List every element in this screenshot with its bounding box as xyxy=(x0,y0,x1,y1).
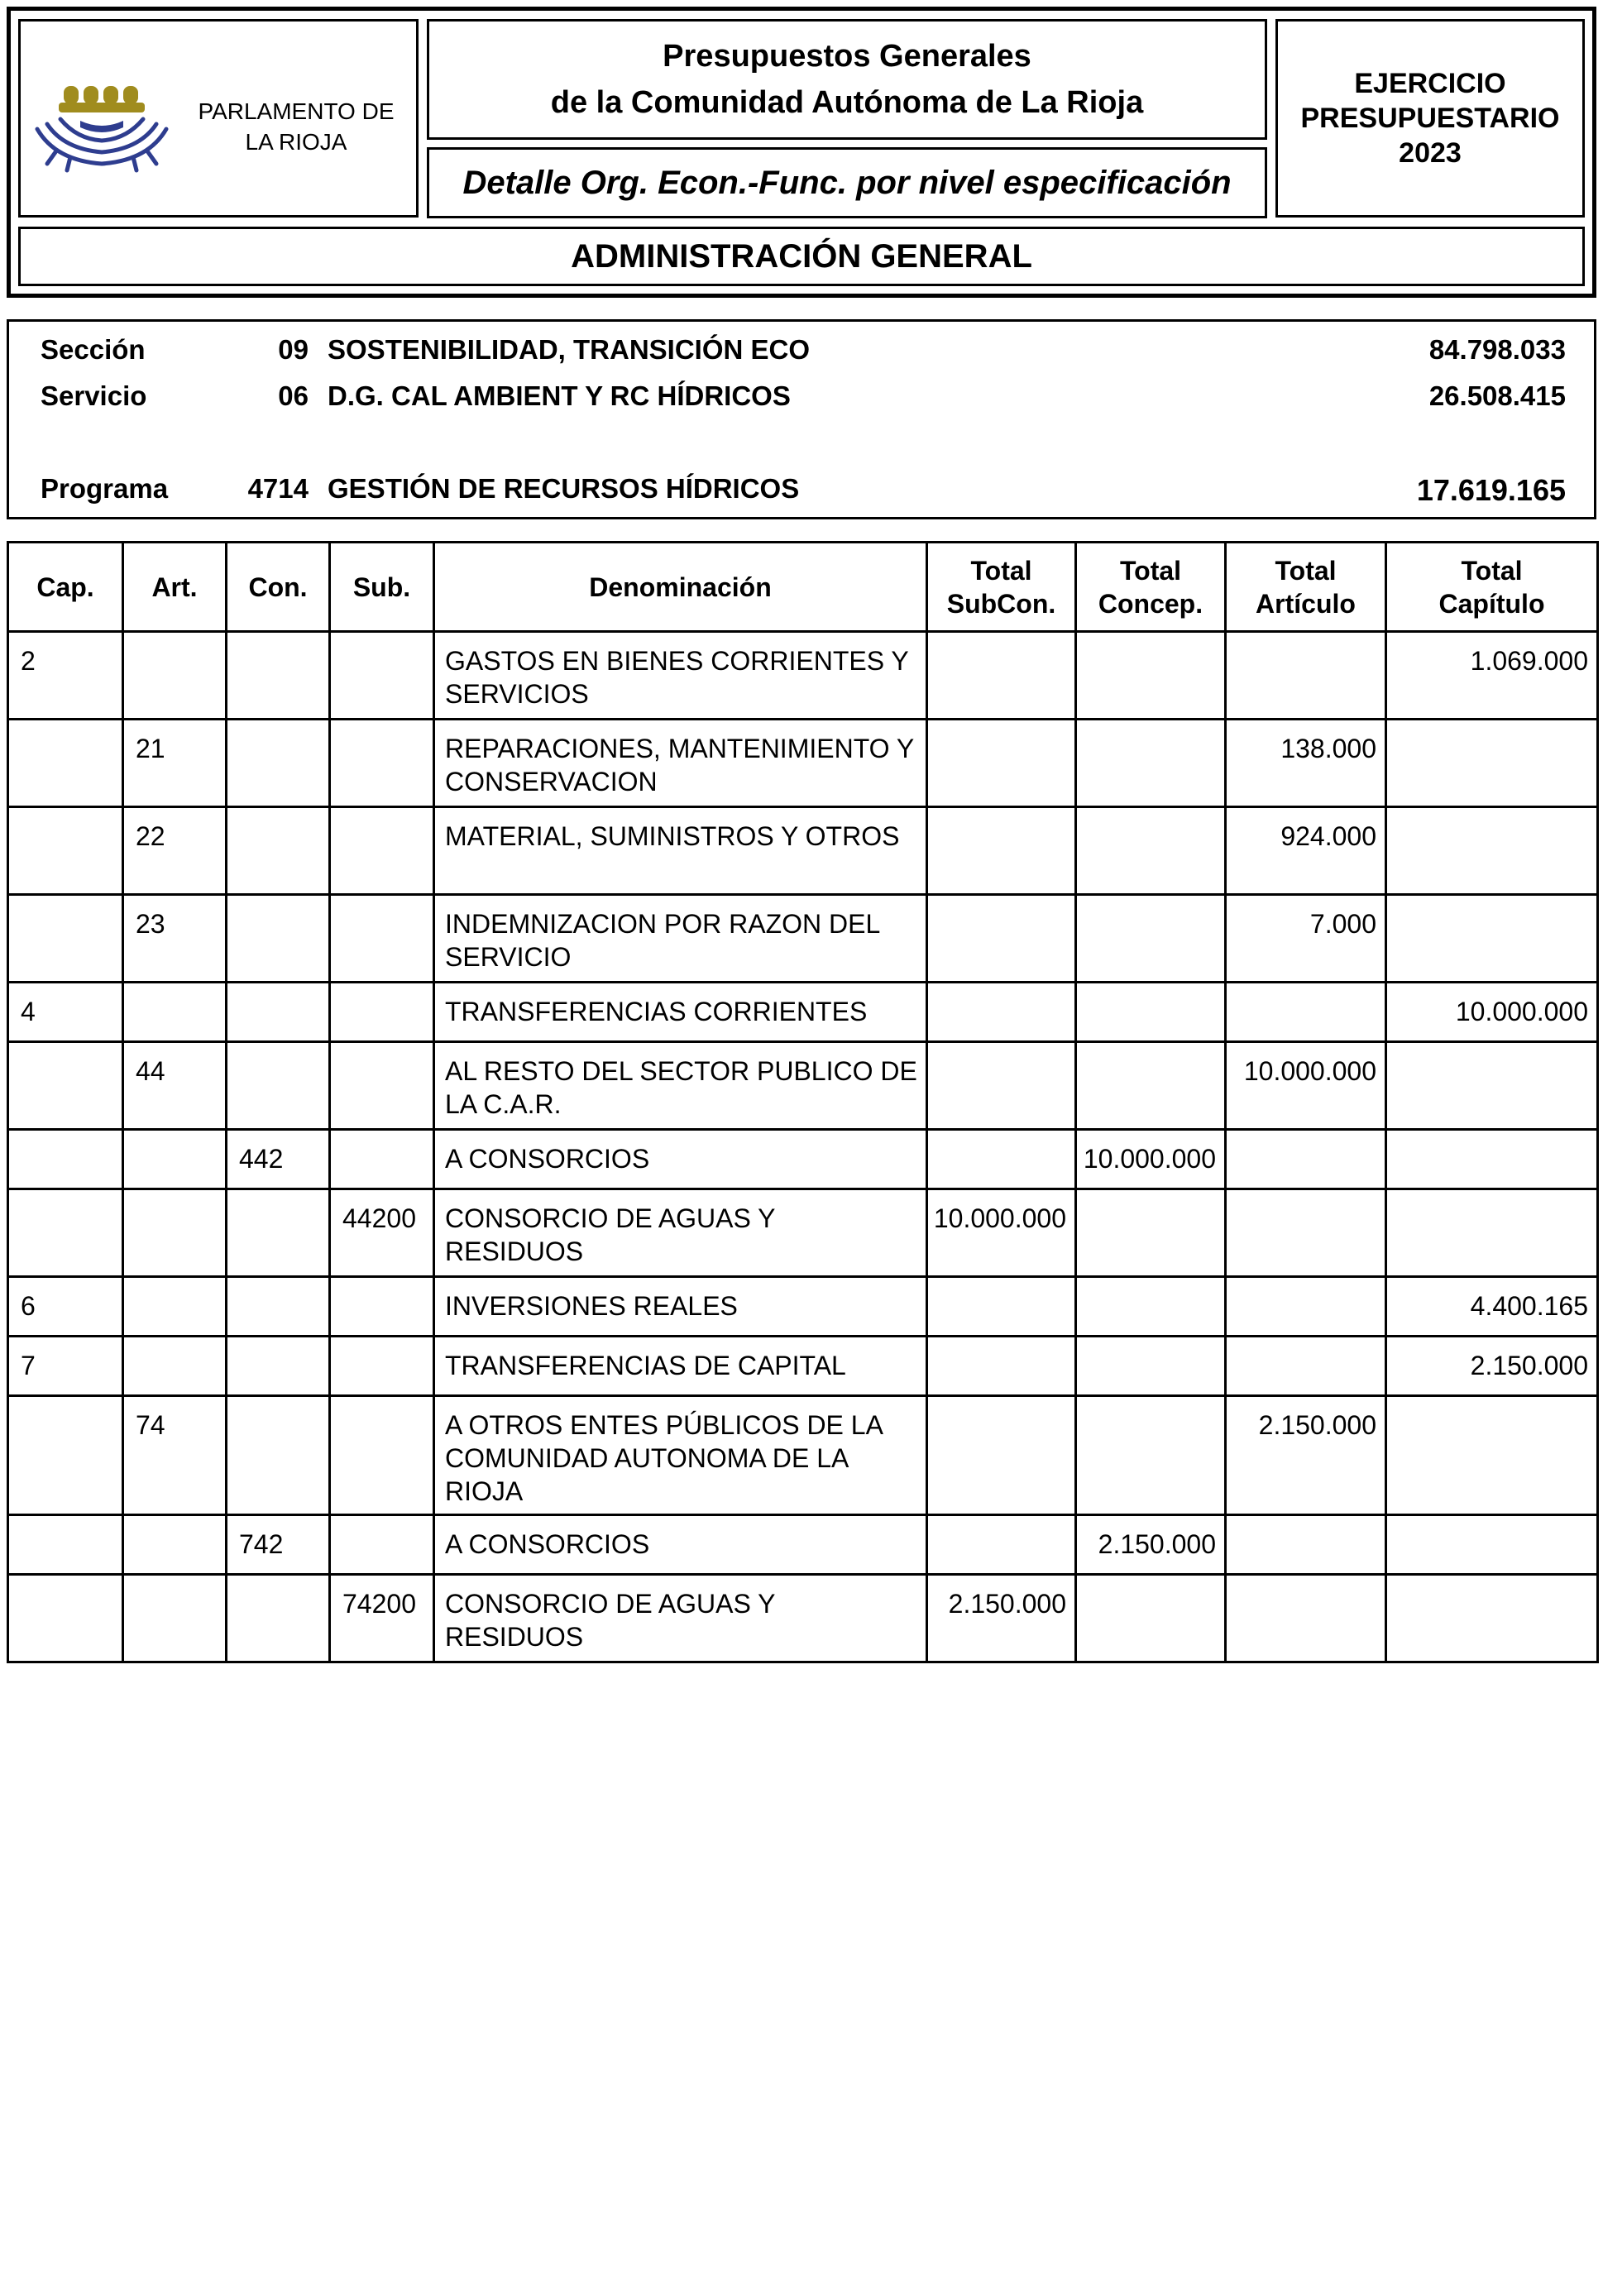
header-total-capitulo-line2: Capítulo xyxy=(1438,588,1545,619)
cell-con xyxy=(227,1337,330,1396)
cell-sub xyxy=(330,1130,434,1189)
cell-sub xyxy=(330,1042,434,1130)
cell-cap: 7 xyxy=(8,1337,123,1396)
cell-cap xyxy=(8,1575,123,1662)
cell-total-subcon xyxy=(927,1337,1076,1396)
table-row xyxy=(8,1277,1598,1337)
header-total-subcon xyxy=(927,543,1076,632)
cell-total-concep xyxy=(1076,1189,1226,1277)
cell-sub xyxy=(330,983,434,1042)
table-row xyxy=(8,1189,1598,1277)
cell-cap xyxy=(8,1396,123,1515)
header-total-articulo xyxy=(1226,543,1386,632)
seccion-name: SOSTENIBILIDAD, TRANSICIÓN ECO xyxy=(328,334,811,365)
cell-denominacion: A CONSORCIOS xyxy=(434,1515,927,1575)
cell-total-subcon: 2.150.000 xyxy=(927,1575,1076,1662)
administration-banner xyxy=(18,227,1585,286)
servicio-name: D.G. CAL AMBIENT Y RC HÍDRICOS xyxy=(328,380,791,411)
cell-denominacion: CONSORCIO DE AGUAS Y RESIDUOS xyxy=(434,1189,927,1277)
cell-sub xyxy=(330,720,434,807)
cell-art xyxy=(123,983,227,1042)
cell-total-subcon: 10.000.000 xyxy=(927,1189,1076,1277)
title-line1: Presupuestos Generales xyxy=(663,39,1031,74)
header-total-capitulo-line1: Total xyxy=(1461,555,1523,586)
cell-total-concep xyxy=(1076,1277,1226,1337)
cell-total-concep: 10.000.000 xyxy=(1076,1130,1226,1189)
cell-total-capitulo xyxy=(1386,720,1598,807)
cell-denominacion: INDEMNIZACION POR RAZON DEL SERVICIO xyxy=(434,895,927,983)
header-con: Con. xyxy=(227,543,330,632)
cell-art xyxy=(123,1189,227,1277)
program-summary xyxy=(7,319,1596,519)
cell-art xyxy=(123,1130,227,1189)
budget-table xyxy=(7,541,1599,1663)
programa-amount: 17.619.165 xyxy=(1416,473,1566,507)
parliament-name xyxy=(189,96,404,157)
table-row xyxy=(8,1337,1598,1396)
cell-total-articulo xyxy=(1226,632,1386,720)
cell-art xyxy=(123,1575,227,1662)
cell-sub xyxy=(330,895,434,983)
table-row xyxy=(8,720,1598,807)
cell-total-capitulo xyxy=(1386,1515,1598,1575)
header-total-concep-line1: Total xyxy=(1119,555,1182,586)
exercise-year: 2023 xyxy=(1399,137,1462,169)
parliament-seal-icon xyxy=(31,78,184,177)
cell-total-subcon xyxy=(927,1042,1076,1130)
cell-total-concep xyxy=(1076,1042,1226,1130)
cell-total-articulo: 10.000.000 xyxy=(1226,1042,1386,1130)
cell-total-articulo xyxy=(1226,1277,1386,1337)
cell-art: 21 xyxy=(123,720,227,807)
cell-cap xyxy=(8,895,123,983)
cell-art xyxy=(123,632,227,720)
parliament-name-line1: PARLAMENTO DE xyxy=(198,98,395,124)
cell-total-capitulo: 1.069.000 xyxy=(1386,632,1598,720)
cell-con xyxy=(227,807,330,895)
seccion-code: 09 xyxy=(278,334,309,365)
cell-sub xyxy=(330,1277,434,1337)
cell-total-capitulo xyxy=(1386,807,1598,895)
admin-text: ADMINISTRACIÓN GENERAL xyxy=(571,237,1032,275)
cell-total-subcon xyxy=(927,807,1076,895)
cell-total-subcon xyxy=(927,895,1076,983)
table-row xyxy=(8,1515,1598,1575)
cell-total-articulo xyxy=(1226,1189,1386,1277)
cell-cap: 6 xyxy=(8,1277,123,1337)
subtitle-text: Detalle Org. Econ.-Func. por nivel especificación xyxy=(462,164,1232,201)
cell-denominacion: GASTOS EN BIENES CORRIENTES Y SERVICIOS xyxy=(434,632,927,720)
cell-total-concep xyxy=(1076,983,1226,1042)
cell-art xyxy=(123,1277,227,1337)
cell-total-capitulo xyxy=(1386,1042,1598,1130)
programa-code: 4714 xyxy=(247,473,309,504)
report-subtitle xyxy=(427,147,1267,218)
header-denominacion: Denominación xyxy=(434,543,927,632)
cell-con: 742 xyxy=(227,1515,330,1575)
cell-con xyxy=(227,1396,330,1515)
title-line2: de la Comunidad Autónoma de La Rioja xyxy=(550,85,1144,120)
table-row xyxy=(8,1575,1598,1662)
cell-total-subcon xyxy=(927,632,1076,720)
cell-total-capitulo: 2.150.000 xyxy=(1386,1337,1598,1396)
cell-total-concep xyxy=(1076,895,1226,983)
cell-con xyxy=(227,983,330,1042)
cell-denominacion: A OTROS ENTES PÚBLICOS DE LA COMUNIDAD AUTONOMA DE LA RIOJA xyxy=(434,1396,927,1515)
cell-con xyxy=(227,632,330,720)
cell-art: 44 xyxy=(123,1042,227,1130)
programa-name: GESTIÓN DE RECURSOS HÍDRICOS xyxy=(328,473,800,504)
header-cap: Cap. xyxy=(8,543,123,632)
table-header-row xyxy=(8,543,1598,632)
cell-con xyxy=(227,720,330,807)
budget-year-panel xyxy=(1275,19,1585,218)
cell-total-subcon xyxy=(927,1396,1076,1515)
cell-total-concep xyxy=(1076,720,1226,807)
cell-total-capitulo xyxy=(1386,1130,1598,1189)
cell-denominacion: REPARACIONES, MANTENIMIENTO Y CONSERVACION xyxy=(434,720,927,807)
cell-cap xyxy=(8,1042,123,1130)
cell-cap xyxy=(8,1515,123,1575)
cell-total-concep xyxy=(1076,1575,1226,1662)
servicio-amount: 26.508.415 xyxy=(1428,380,1566,411)
cell-cap xyxy=(8,1189,123,1277)
header-total-capitulo xyxy=(1386,543,1598,632)
cell-denominacion: INVERSIONES REALES xyxy=(434,1277,927,1337)
cell-con xyxy=(227,1189,330,1277)
table-row xyxy=(8,632,1598,720)
table-row xyxy=(8,895,1598,983)
cell-cap: 2 xyxy=(8,632,123,720)
seccion-amount: 84.798.033 xyxy=(1428,334,1566,365)
cell-total-concep xyxy=(1076,1337,1226,1396)
cell-art: 74 xyxy=(123,1396,227,1515)
table-row xyxy=(8,1042,1598,1130)
exercise-line1: EJERCICIO xyxy=(1354,68,1506,99)
header-total-concep xyxy=(1076,543,1226,632)
programa-label: Programa xyxy=(41,473,169,504)
cell-total-concep xyxy=(1076,632,1226,720)
table-row xyxy=(8,1130,1598,1189)
cell-total-articulo xyxy=(1226,1575,1386,1662)
cell-total-concep xyxy=(1076,1396,1226,1515)
exercise-line2: PRESUPUESTARIO xyxy=(1300,103,1560,134)
cell-denominacion: A CONSORCIOS xyxy=(434,1130,927,1189)
cell-con xyxy=(227,895,330,983)
parliament-name-line2: LA RIOJA xyxy=(245,129,347,155)
cell-total-concep xyxy=(1076,807,1226,895)
table-body xyxy=(8,632,1598,1662)
cell-cap xyxy=(8,1130,123,1189)
header-total-subcon-line2: SubCon. xyxy=(946,588,1056,619)
cell-denominacion: CONSORCIO DE AGUAS Y RESIDUOS xyxy=(434,1575,927,1662)
cell-sub xyxy=(330,807,434,895)
cell-total-articulo xyxy=(1226,983,1386,1042)
header-total-articulo-line1: Total xyxy=(1275,555,1337,586)
servicio-code: 06 xyxy=(278,380,309,411)
header-sub: Sub. xyxy=(330,543,434,632)
cell-art xyxy=(123,1337,227,1396)
cell-total-articulo xyxy=(1226,1130,1386,1189)
servicio-label: Servicio xyxy=(41,380,147,411)
cell-art: 22 xyxy=(123,807,227,895)
header-art: Art. xyxy=(123,543,227,632)
cell-denominacion: MATERIAL, SUMINISTROS Y OTROS xyxy=(434,807,927,895)
cell-total-articulo: 138.000 xyxy=(1226,720,1386,807)
cell-total-articulo xyxy=(1226,1337,1386,1396)
document-title xyxy=(427,19,1267,140)
cell-total-concep: 2.150.000 xyxy=(1076,1515,1226,1575)
cell-total-capitulo: 4.400.165 xyxy=(1386,1277,1598,1337)
cell-denominacion: TRANSFERENCIAS CORRIENTES xyxy=(434,983,927,1042)
cell-denominacion: AL RESTO DEL SECTOR PUBLICO DE LA C.A.R. xyxy=(434,1042,927,1130)
cell-art: 23 xyxy=(123,895,227,983)
cell-con xyxy=(227,1277,330,1337)
cell-total-articulo xyxy=(1226,1515,1386,1575)
cell-total-capitulo xyxy=(1386,1396,1598,1515)
header-total-articulo-line2: Artículo xyxy=(1256,588,1356,619)
cell-total-subcon xyxy=(927,983,1076,1042)
table-row xyxy=(8,807,1598,895)
cell-total-capitulo xyxy=(1386,1575,1598,1662)
cell-total-subcon xyxy=(927,1130,1076,1189)
cell-total-capitulo xyxy=(1386,1189,1598,1277)
cell-sub: 74200 xyxy=(330,1575,434,1662)
table-row xyxy=(8,983,1598,1042)
cell-denominacion: TRANSFERENCIAS DE CAPITAL xyxy=(434,1337,927,1396)
cell-total-articulo: 924.000 xyxy=(1226,807,1386,895)
cell-sub: 44200 xyxy=(330,1189,434,1277)
cell-cap xyxy=(8,807,123,895)
cell-art xyxy=(123,1515,227,1575)
header-total-subcon-line1: Total xyxy=(970,555,1032,586)
cell-total-capitulo xyxy=(1386,895,1598,983)
header-total-concep-line2: Concep. xyxy=(1098,588,1203,619)
cell-con: 442 xyxy=(227,1130,330,1189)
cell-sub xyxy=(330,1515,434,1575)
cell-total-capitulo: 10.000.000 xyxy=(1386,983,1598,1042)
cell-total-subcon xyxy=(927,1515,1076,1575)
cell-sub xyxy=(330,632,434,720)
cell-cap xyxy=(8,720,123,807)
cell-total-articulo: 2.150.000 xyxy=(1226,1396,1386,1515)
cell-total-articulo: 7.000 xyxy=(1226,895,1386,983)
cell-cap: 4 xyxy=(8,983,123,1042)
cell-con xyxy=(227,1042,330,1130)
cell-total-subcon xyxy=(927,720,1076,807)
cell-total-subcon xyxy=(927,1277,1076,1337)
table-row xyxy=(8,1396,1598,1515)
cell-sub xyxy=(330,1396,434,1515)
seccion-label: Sección xyxy=(41,334,146,365)
cell-con xyxy=(227,1575,330,1662)
cell-sub xyxy=(330,1337,434,1396)
